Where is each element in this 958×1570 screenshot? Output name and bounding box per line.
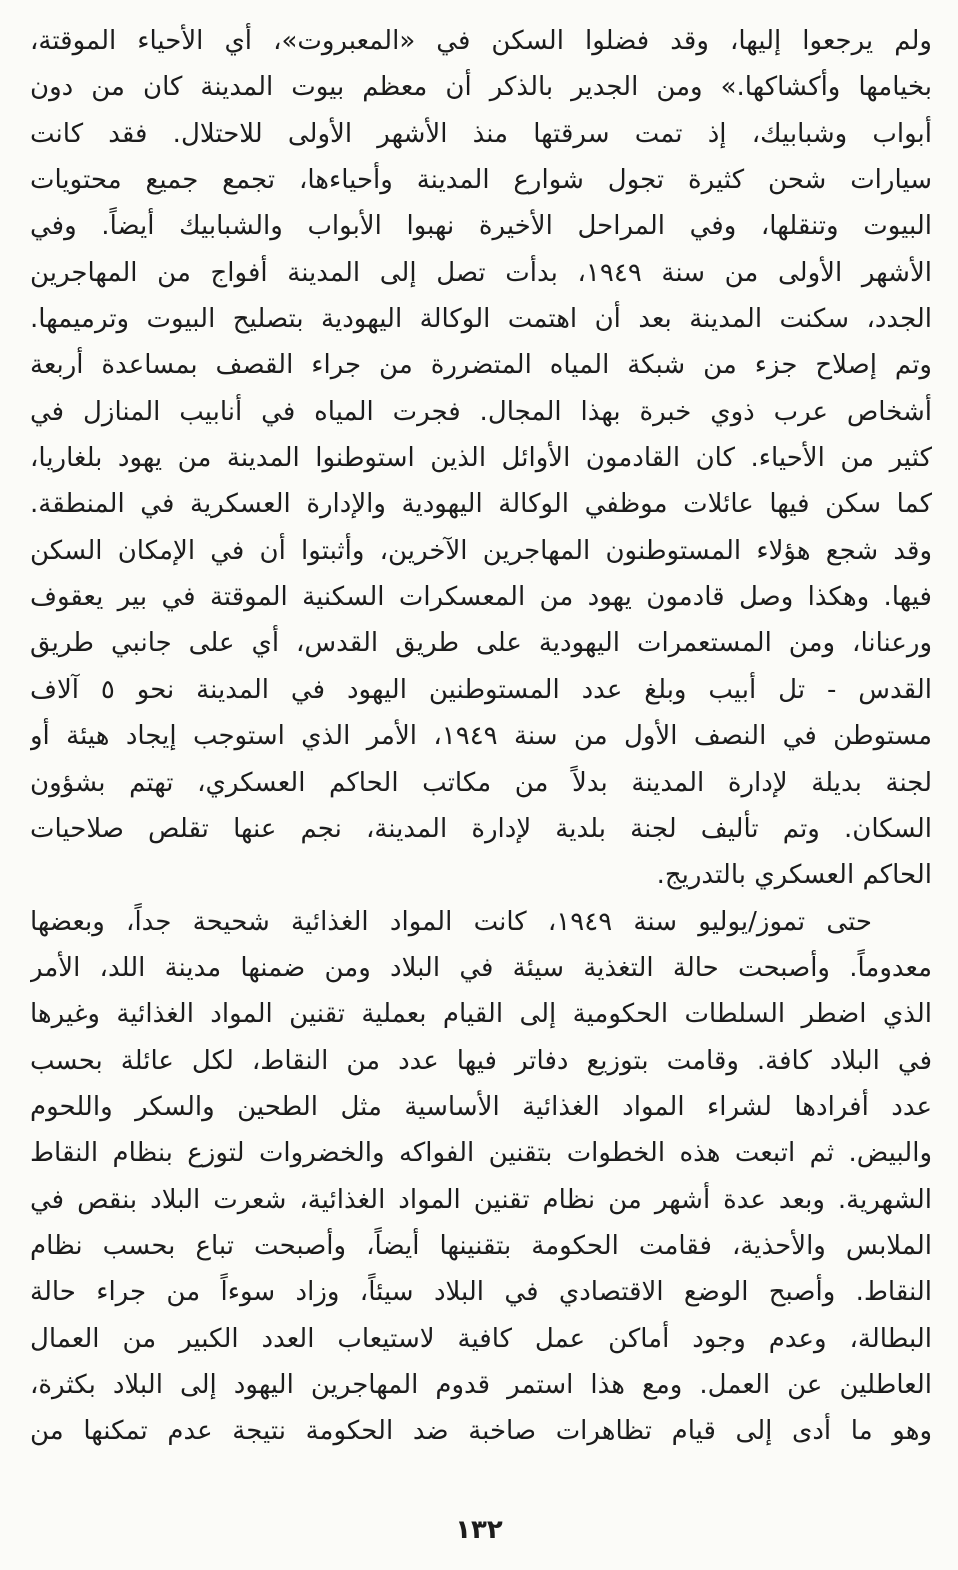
text-line: وهو ما أدى إلى قيام تظاهرات صاخبة ضد الحكومة نتيجة عدم تمكنها من [30,1416,932,1447]
text-line: سيارات شحن كثيرة تجول شوارع المدينة وأحياءها، تجمع جميع محتويات [30,165,932,196]
text-line: أبواب وشبابيك، إذ تمت سرقتها منذ الأشهر الأولى للاحتلال. فقد كانت [30,118,932,149]
page-number: ١٣٢ [455,1515,503,1545]
text-line: ورعنانا، ومن المستعمرات اليهودية على طريق القدس، أي على جانبي طريق [30,628,932,659]
text-line: السكان. وتم تأليف لجنة بلدية لإدارة المدينة، نجم عنها تقلص صلاحيات [30,813,932,844]
text-line: البيوت وتنقلها، وفي المراحل الأخيرة نهبوا الأبواب والشبابيك أيضاً. وفي [30,211,932,242]
text-line: أشخاص عرب ذوي خبرة بهذا المجال. فجرت المياه في أنابيب المنازل في [30,396,932,427]
text-line: معدوماً. وأصبحت حالة التغذية سيئة في البلاد ومن ضمنها مدينة اللد، الأمر [30,952,932,983]
text-line: القدس - تل أبيب وبلغ عدد المستوطنين اليهود في المدينة نحو ٥ آلاف [30,674,932,705]
text-line: عدد أفرادها لشراء المواد الغذائية الأساسية مثل الطحين والسكر واللحوم [30,1091,932,1122]
text-line: فيها. وهكذا وصل قادمون يهود من المعسكرات السكنية الموقتة في بير يعقوف [30,582,932,613]
text-line: مستوطن في النصف الأول من سنة ١٩٤٩، الأمر الذي استوجب إيجاد هيئة أو [30,721,932,752]
text-line: الجدد، سكنت المدينة بعد أن اهتمت الوكالة اليهودية بتصليح البيوت وترميمها. [30,304,932,335]
text-line: وقد شجع هؤلاء المستوطنون المهاجرين الآخرين، وأثبتوا أن في الإمكان السكن [30,535,932,566]
text-line: حتى تموز/يوليو سنة ١٩٤٩، كانت المواد الغذائية شحيحة جداً، وبعضها [30,906,872,937]
text-line: والبيض. ثم اتبعت هذه الخطوات بتقنين الفواكه والخضروات لتوزع بنظام النقاط [30,1138,932,1169]
text-line: الأشهر الأولى من سنة ١٩٤٩، بدأت تصل إلى المدينة أفواج من المهاجرين [30,257,932,288]
text-line: كما سكن فيها عائلات موظفي الوكالة اليهودية والإدارة العسكرية في المنطقة. [30,489,932,520]
text-line: الشهرية. وبعد عدة أشهر من نظام تقنين المواد الغذائية، شعرت البلاد بنقص في [30,1184,932,1215]
paragraph-1 [30,18,932,899]
text-line: بخيامها وأكشاكها.» ومن الجدير بالذكر أن معظم بيوت المدينة كان من دون [30,72,932,103]
text-line: النقاط. وأصبح الوضع الاقتصادي في البلاد سيئاً، وزاد سوءاً من جراء حالة [30,1277,932,1308]
text-line: الذي اضطر السلطات الحكومية إلى القيام بعملية تقنين المواد الغذائية وغيرها [30,999,932,1030]
text-line: وتم إصلاح جزء من شبكة المياه المتضررة من جراء القصف بمساعدة أربعة [30,350,932,381]
text-line: الملابس والأحذية، فقامت الحكومة بتقنينها أيضاً، وأصبحت تباع بحسب نظام [30,1230,932,1261]
paragraph-2 [30,899,932,1455]
text-line: العاطلين عن العمل. ومع هذا استمر قدوم المهاجرين اليهود إلى البلاد بكثرة، [30,1369,932,1400]
text-line: لجنة بديلة لإدارة المدينة بدلاً من مكاتب الحاكم العسكري، تهتم بشؤون [30,767,932,798]
text-line: الحاكم العسكري بالتدريج. [656,860,932,891]
text-line: في البلاد كافة. وقامت بتوزيع دفاتر فيها عدد من النقاط، لكل عائلة بحسب [30,1045,932,1076]
body-text [30,18,932,1455]
text-line: كثير من الأحياء. كان القادمون الأوائل الذين استوطنوا المدينة من يهود بلغاريا، [30,443,932,474]
text-line: البطالة، وعدم وجود أماكن عمل كافية لاستيعاب العدد الكبير من العمال [30,1323,932,1354]
text-line: ولم يرجعوا إليها، وقد فضلوا السكن في «المعبروت»، أي الأحياء الموقتة، [30,26,932,56]
